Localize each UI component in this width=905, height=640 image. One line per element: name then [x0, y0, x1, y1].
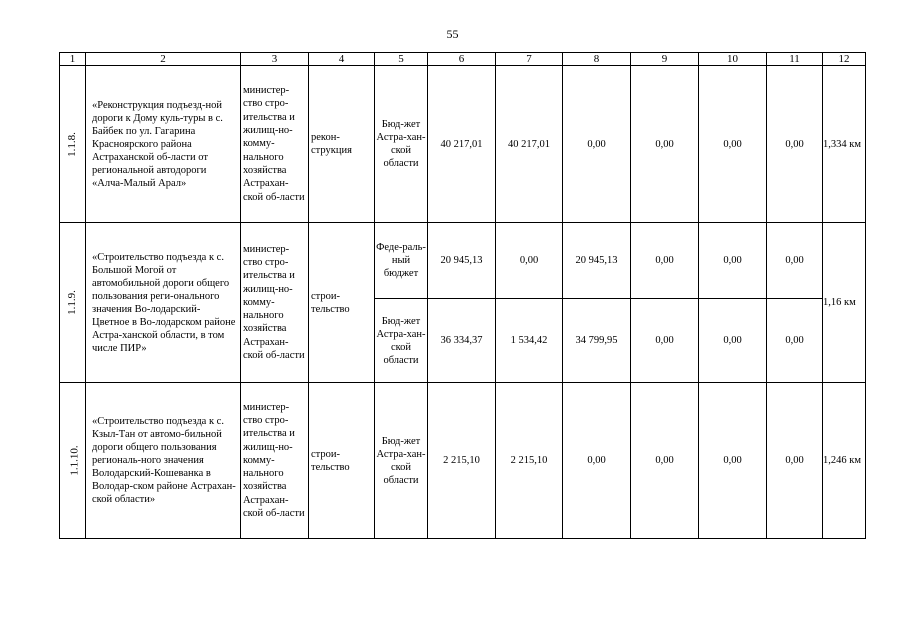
column-header: 4	[309, 53, 375, 66]
amount-col9: 0,00	[631, 66, 699, 223]
responsible-agency: министер-ство стро-ительства и жилищ-но-комму-нального хозяйства Астрахан-ской об-ласти	[241, 383, 309, 539]
amount-col7: 2 215,10	[496, 383, 563, 539]
item-number: 1.1.8.	[60, 66, 86, 223]
amount-total: 2 215,10	[428, 383, 496, 539]
page-number: 55	[446, 27, 459, 41]
column-header: 7	[496, 53, 563, 66]
amount-col10: 0,00	[699, 66, 767, 223]
responsible-agency: министер-ство стро-ительства и жилищ-но-комму-нального хозяйства Астрахан-ской об-ласти	[241, 223, 309, 383]
table-row	[60, 383, 866, 539]
column-header: 10	[699, 53, 767, 66]
work-type: рекон-струкция	[309, 66, 375, 223]
amount-col9: 0,00	[631, 223, 699, 299]
funding-source: Бюд-жет Астра-хан-ской области	[375, 299, 428, 383]
road-length: 1,246 км	[823, 383, 866, 539]
amount-col10: 0,00	[699, 383, 767, 539]
amount-col11: 0,00	[767, 223, 823, 299]
amount-col9: 0,00	[631, 383, 699, 539]
amount-col7: 0,00	[496, 223, 563, 299]
amount-total: 36 334,37	[428, 299, 496, 383]
work-type: строи-тельство	[309, 383, 375, 539]
amount-col10: 0,00	[699, 299, 767, 383]
funding-source: Феде-раль-ный бюджет	[375, 223, 428, 299]
item-number: 1.1.10.	[60, 383, 86, 539]
column-header: 6	[428, 53, 496, 66]
amount-col11: 0,00	[767, 383, 823, 539]
table-row	[60, 66, 866, 223]
object-name: «Реконструкция подъезд-ной дороги к Дому куль-туры в с. Байбек по ул. Гагарина Красноярского района Астраханской об-ласти от региональной автодороги «Алча-Малый Арал»	[86, 66, 241, 223]
amount-total: 20 945,13	[428, 223, 496, 299]
amount-col8: 34 799,95	[563, 299, 631, 383]
amount-total: 40 217,01	[428, 66, 496, 223]
amount-col7: 1 534,42	[496, 299, 563, 383]
amount-col8: 0,00	[563, 383, 631, 539]
responsible-agency: министер-ство стро-ительства и жилищ-но-комму-нального хозяйства Астрахан-ской об-ласти	[241, 66, 309, 223]
road-length: 1,334 км	[823, 66, 866, 223]
column-header: 8	[563, 53, 631, 66]
amount-col9: 0,00	[631, 299, 699, 383]
column-header: 5	[375, 53, 428, 66]
column-header: 2	[86, 53, 241, 66]
column-header: 12	[823, 53, 866, 66]
column-header: 9	[631, 53, 699, 66]
table-row	[60, 223, 866, 299]
column-header: 3	[241, 53, 309, 66]
amount-col10: 0,00	[699, 223, 767, 299]
amount-col11: 0,00	[767, 66, 823, 223]
column-header: 1	[60, 53, 86, 66]
item-number: 1.1.9.	[60, 223, 86, 383]
road-length: 1,16 км	[823, 223, 866, 383]
program-table	[59, 52, 866, 539]
amount-col11: 0,00	[767, 299, 823, 383]
object-name: «Строительство подъезда к с. Большой Могой от автомобильной дороги общего пользования реги-онального значения Во-лодарский-Цветное в Во-лодарском районе Астра-ханской области, в том числе ПИР»	[86, 223, 241, 383]
funding-source: Бюд-жет Астра-хан-ской области	[375, 383, 428, 539]
funding-source: Бюд-жет Астра-хан-ской области	[375, 66, 428, 223]
column-header: 11	[767, 53, 823, 66]
amount-col7: 40 217,01	[496, 66, 563, 223]
amount-col8: 20 945,13	[563, 223, 631, 299]
header-row	[60, 53, 866, 66]
amount-col8: 0,00	[563, 66, 631, 223]
object-name: «Строительство подъезда к с. Кзыл-Тан от автомо-бильной дороги общего пользования региональ-ного значения Володарский-Кошеванка в Володар-ском районе Астрахан-ской области»	[86, 383, 241, 539]
work-type: строи-тельство	[309, 223, 375, 383]
